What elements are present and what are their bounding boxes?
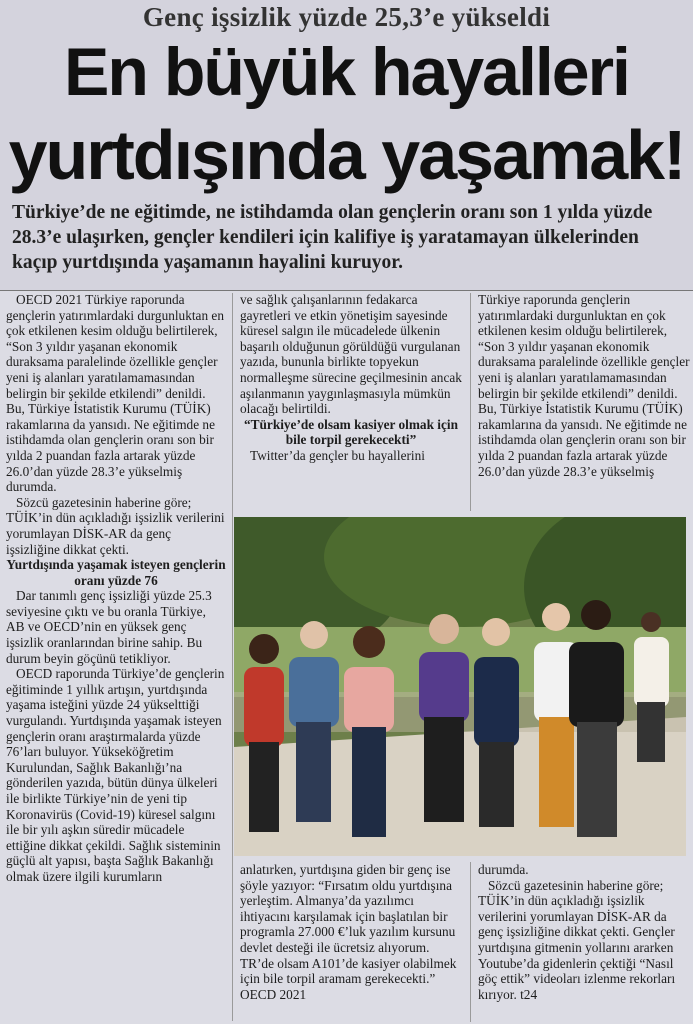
col1-paragraph-2: Sözcü gazetesinin haberine göre; TÜİK’in dün açıkladığı işsizlik verilerini yorumlayan DİSK-AR da genç işsizliğine dikkat çekti. <box>6 494 225 557</box>
column-1 <box>6 292 226 885</box>
column-3-bottom <box>478 862 690 1002</box>
col1-paragraph-4: OECD raporunda Türkiye’de gençlerin eğitiminde 1 yıllık artışın, yurtdışında yaşama isteğini yüzde 24 yükselttiği vurgulandı. Yurtdışında yaşamak isteyen gençlerin oranı araştırmalarda yüzde 76’ları buluyor. Yükseköğretim Kurulundan, Sağlık Bakanlığı’na gönderilen yazıda, bütün dünya ülkeleri ile birlikte Türkiye’nin de yeni tip Koronavirüs (Covid-19) küresel salgını ile bir yılı aşkın süredir mücadele ettiğine dikkat çekildi. Sağlık sisteminin güçlü alt yapısı, başta Sağlık Bakanlığı olmak üzere ilgili kurumların <box>6 666 225 884</box>
col3-bottom-paragraph-1: durumda. <box>478 862 529 877</box>
col2-paragraph-1: ve sağlık çalışanlarının fedakarca gayretleri ve etkin yönetişim sayesinde küresel salgın ile mücadelede ülkenin başarılı olduğunun görüldüğü vurgulanan yazıda, bununla birlikte topyekun normalleşme sürecine geçilmesinin ancak aşılanmanın yaygınlaşmasıyla mümkün olacağı belirtildi. <box>240 292 462 417</box>
column-divider-1 <box>232 293 233 1021</box>
kicker-title: Genç işsizlik yüzde 25,3’e yükseldi <box>142 2 551 32</box>
headline-line-1: En büyük hayalleri <box>64 34 629 110</box>
spot-text: Türkiye’de ne eğitimde, ne istihdamda olan gençlerin oranı son 1 yılda yüzde 28.3’e ulaşırken, gençler kendileri için kalifiye iş yaratamayan ülkelerinden kaçıp yurtdışında yaşamanın hayalini kuruyor. <box>12 202 653 273</box>
crowd-illustration <box>234 517 686 856</box>
column-divider-2 <box>470 293 471 511</box>
header-divider <box>0 290 693 291</box>
col3-paragraph-1: Türkiye raporunda gençlerin yatırımlardaki durgunluktan en çok etkilenen kesim olduğu belirtilerek, “Son 3 yıldır yaşanan ekonomik duraksama paralelinde özellikle gençler yeni iş alanları yaratılamamasından belirgin bir şekilde etkilendi” denildi. Bu, Türkiye İstatistik Kurumu (TÜİK) rakamlarına da yansıdı. Ne eğitimde ne istihdamda olan gençlerin oranı son bir yılda 2 puandan fazla artarak yüzde 26.0’dan yüzde 28.3’e yükselmiş <box>478 292 690 479</box>
column-2 <box>240 292 462 464</box>
column-divider-3 <box>470 862 471 1022</box>
headline-block <box>0 0 693 290</box>
col2-bottom-paragraph: anlatırken, yurtdışına giden bir genç ise şöyle yazıyor: “Fırsatım oldu yurtdışına yerleştim. Almanya’da yazılımcı ihtiyacını karşılamak için başlatılan bir programla 27.000 €’luk yazılım kursunu devlet desteği ile ücretsiz alıyorum. TR’de olsam A101’de kasiyer olabilmek için bile torpil aramam gerekecekti.” OECD 2021 <box>240 862 457 1002</box>
col2-subhead: “Türkiye’de olsam kasiyer olmak için bile torpil gerekecekti” <box>244 416 458 448</box>
col1-subhead: Yurtdışında yaşamak isteyen gençlerin oranı yüzde 76 <box>6 557 226 588</box>
headline-line-2: yurtdışında yaşamak! <box>8 116 685 194</box>
col1-paragraph-1: OECD 2021 Türkiye raporunda gençlerin yatırımlardaki durgunluktan en çok etkilenen kesim olduğu belirtilerek, “Son 3 yıldır yaşanan ekonomik duraksama paralelinde özellikle gençler yeni iş alanları yaratılamamasından belirgin bir şekilde etkilendi” denildi. Bu, Türkiye İstatistik Kurumu (TÜİK) rakamlarına da yansıdı. Ne eğitimde ne istihdamda olan gençlerin oranı son bir yılda 2 puandan fazla artarak yüzde 26.0’dan yüzde 28.3’e yükselmiş durumda. <box>6 292 224 495</box>
column-3 <box>478 292 690 479</box>
news-photo <box>234 517 686 856</box>
col2-paragraph-2: Twitter’da gençler bu hayallerini <box>250 447 425 463</box>
col1-paragraph-3: Dar tanımlı genç işsizliği yüzde 25.3 seviyesine çıktı ve bu oranla Türkiye, AB ve OECD’nin en yüksek genç işsizlik oranlarından birine sahip. Bu durum beyin göçünü tetikliyor. <box>6 588 212 666</box>
col3-bottom-paragraph-2: Sözcü gazetesinin haberine göre; TÜİK’in dün açıkladığı işsizlik verilerini yorumlayan DİSK-AR da genç işsizliğine dikkat çekti. Gençler yurtdışına gitmenin yollarını ararken Youtube’da gidenlerin çektiği “Nasıl göç ettik” videoları izlenme rekorları kırıyor. t24 <box>478 877 676 1002</box>
column-2-bottom <box>240 862 462 1002</box>
